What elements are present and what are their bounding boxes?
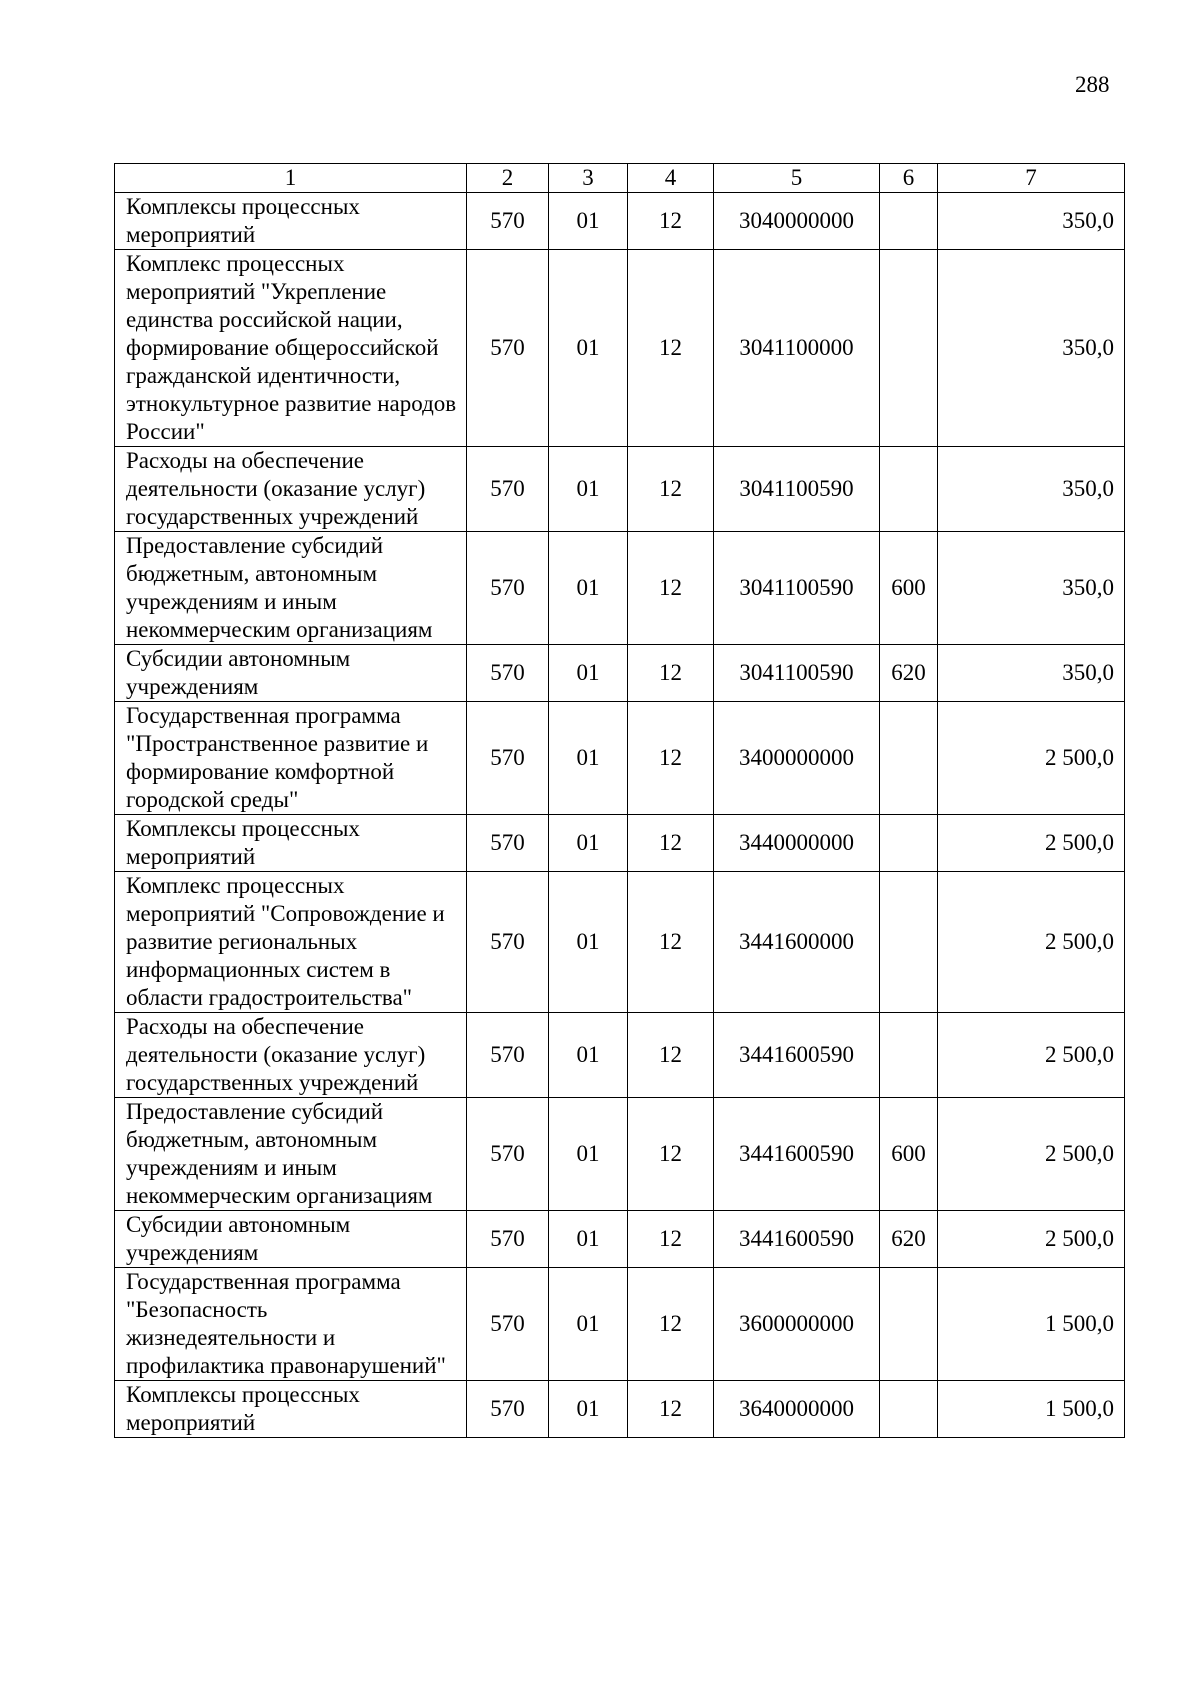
row-col6-cell <box>880 1381 938 1438</box>
row-col6-cell <box>880 1013 938 1098</box>
row-col3-cell: 01 <box>549 532 628 645</box>
row-col3-cell: 01 <box>549 1013 628 1098</box>
row-col5-cell: 3440000000 <box>714 815 880 872</box>
row-col7-cell: 2 500,0 <box>938 1211 1125 1268</box>
row-col2-cell: 570 <box>467 250 549 447</box>
table-row <box>115 250 1125 447</box>
row-col6-cell <box>880 1268 938 1381</box>
row-col2-cell: 570 <box>467 447 549 532</box>
row-col7-cell: 2 500,0 <box>938 702 1125 815</box>
row-name-cell: Комплекс процессных мероприятий "Укрепление единства российской нации, формирование общероссийской гражданской идентичности, этнокультурное развитие народов России" <box>115 250 467 447</box>
row-col7-cell: 2 500,0 <box>938 1013 1125 1098</box>
row-name-cell: Расходы на обеспечение деятельности (оказание услуг) государственных учреждений <box>115 447 467 532</box>
column-header-2: 2 <box>467 164 549 193</box>
row-col5-cell: 3041100000 <box>714 250 880 447</box>
table-row <box>115 193 1125 250</box>
row-col5-cell: 3441600000 <box>714 872 880 1013</box>
row-col6-cell <box>880 250 938 447</box>
column-header-1: 1 <box>115 164 467 193</box>
row-col7-cell: 350,0 <box>938 645 1125 702</box>
row-col3-cell: 01 <box>549 702 628 815</box>
row-col6-cell <box>880 447 938 532</box>
column-header-6: 6 <box>880 164 938 193</box>
row-col2-cell: 570 <box>467 1211 549 1268</box>
row-name-cell: Субсидии автономным учреждениям <box>115 1211 467 1268</box>
row-col4-cell: 12 <box>628 1381 714 1438</box>
row-col4-cell: 12 <box>628 532 714 645</box>
row-col3-cell: 01 <box>549 1381 628 1438</box>
row-col7-cell: 2 500,0 <box>938 1098 1125 1211</box>
row-col5-cell: 3441600590 <box>714 1211 880 1268</box>
row-col2-cell: 570 <box>467 532 549 645</box>
row-col7-cell: 1 500,0 <box>938 1268 1125 1381</box>
row-col5-cell: 3041100590 <box>714 645 880 702</box>
row-col3-cell: 01 <box>549 1211 628 1268</box>
row-col4-cell: 12 <box>628 1098 714 1211</box>
row-col3-cell: 01 <box>549 872 628 1013</box>
row-col4-cell: 12 <box>628 1211 714 1268</box>
row-col2-cell: 570 <box>467 193 549 250</box>
row-col6-cell: 600 <box>880 532 938 645</box>
row-col6-cell <box>880 702 938 815</box>
row-col4-cell: 12 <box>628 1013 714 1098</box>
row-col4-cell: 12 <box>628 702 714 815</box>
row-col4-cell: 12 <box>628 250 714 447</box>
table-row <box>115 645 1125 702</box>
row-col7-cell: 350,0 <box>938 532 1125 645</box>
row-col6-cell: 600 <box>880 1098 938 1211</box>
table-row <box>115 702 1125 815</box>
row-col7-cell: 350,0 <box>938 193 1125 250</box>
table-row <box>115 1098 1125 1211</box>
row-name-cell: Субсидии автономным учреждениям <box>115 645 467 702</box>
row-name-cell: Государственная программа "Безопасность жизнедеятельности и профилактика правонарушений" <box>115 1268 467 1381</box>
row-col4-cell: 12 <box>628 447 714 532</box>
row-name-cell: Комплексы процессных мероприятий <box>115 193 467 250</box>
row-col3-cell: 01 <box>549 645 628 702</box>
row-col7-cell: 1 500,0 <box>938 1381 1125 1438</box>
table-header-row <box>115 164 1125 193</box>
row-col2-cell: 570 <box>467 1013 549 1098</box>
row-col5-cell: 3040000000 <box>714 193 880 250</box>
table-row <box>115 1381 1125 1438</box>
table-row <box>115 815 1125 872</box>
row-name-cell: Предоставление субсидий бюджетным, автономным учреждениям и иным некоммерческим организациям <box>115 1098 467 1211</box>
row-name-cell: Государственная программа "Пространственное развитие и формирование комфортной городской среды" <box>115 702 467 815</box>
row-col4-cell: 12 <box>628 872 714 1013</box>
row-col2-cell: 570 <box>467 702 549 815</box>
row-col6-cell <box>880 872 938 1013</box>
row-col5-cell: 3041100590 <box>714 447 880 532</box>
table-row <box>115 447 1125 532</box>
row-col4-cell: 12 <box>628 645 714 702</box>
page-number: 288 <box>1075 72 1110 97</box>
row-name-cell: Предоставление субсидий бюджетным, автономным учреждениям и иным некоммерческим организациям <box>115 532 467 645</box>
budget-table <box>114 163 1125 1438</box>
row-name-cell: Комплекс процессных мероприятий "Сопровождение и развитие региональных информационных систем в области градостроительства" <box>115 872 467 1013</box>
table-row <box>115 872 1125 1013</box>
row-col2-cell: 570 <box>467 1268 549 1381</box>
row-col6-cell <box>880 193 938 250</box>
row-col2-cell: 570 <box>467 872 549 1013</box>
row-name-cell: Расходы на обеспечение деятельности (оказание услуг) государственных учреждений <box>115 1013 467 1098</box>
row-col3-cell: 01 <box>549 1268 628 1381</box>
column-header-5: 5 <box>714 164 880 193</box>
column-header-7: 7 <box>938 164 1125 193</box>
row-col6-cell: 620 <box>880 645 938 702</box>
row-col4-cell: 12 <box>628 815 714 872</box>
table-row <box>115 532 1125 645</box>
row-col6-cell: 620 <box>880 1211 938 1268</box>
row-col3-cell: 01 <box>549 193 628 250</box>
row-col7-cell: 350,0 <box>938 250 1125 447</box>
row-col5-cell: 3041100590 <box>714 532 880 645</box>
row-col5-cell: 3441600590 <box>714 1098 880 1211</box>
row-col4-cell: 12 <box>628 193 714 250</box>
row-col3-cell: 01 <box>549 447 628 532</box>
row-col2-cell: 570 <box>467 1098 549 1211</box>
table-row <box>115 1211 1125 1268</box>
row-col5-cell: 3640000000 <box>714 1381 880 1438</box>
row-col2-cell: 570 <box>467 815 549 872</box>
row-col7-cell: 2 500,0 <box>938 872 1125 1013</box>
table-row <box>115 1268 1125 1381</box>
row-col6-cell <box>880 815 938 872</box>
row-col7-cell: 350,0 <box>938 447 1125 532</box>
row-name-cell: Комплексы процессных мероприятий <box>115 815 467 872</box>
row-col2-cell: 570 <box>467 645 549 702</box>
row-col3-cell: 01 <box>549 250 628 447</box>
column-header-4: 4 <box>628 164 714 193</box>
row-col5-cell: 3400000000 <box>714 702 880 815</box>
row-col5-cell: 3441600590 <box>714 1013 880 1098</box>
row-col4-cell: 12 <box>628 1268 714 1381</box>
row-name-cell: Комплексы процессных мероприятий <box>115 1381 467 1438</box>
row-col3-cell: 01 <box>549 815 628 872</box>
column-header-3: 3 <box>549 164 628 193</box>
row-col5-cell: 3600000000 <box>714 1268 880 1381</box>
row-col3-cell: 01 <box>549 1098 628 1211</box>
table-row <box>115 1013 1125 1098</box>
row-col2-cell: 570 <box>467 1381 549 1438</box>
row-col7-cell: 2 500,0 <box>938 815 1125 872</box>
